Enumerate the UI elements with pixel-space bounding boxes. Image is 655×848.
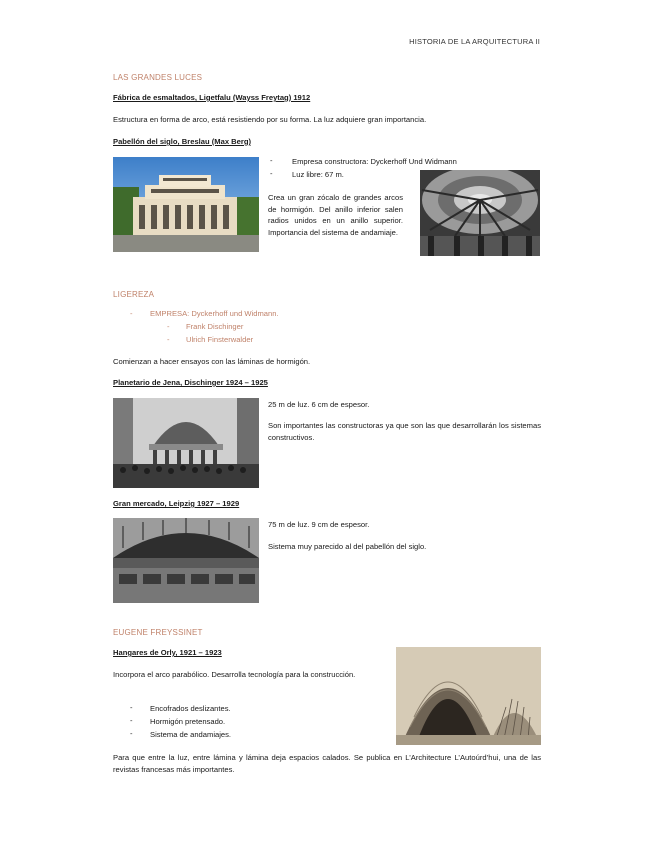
bullet-marker: -	[167, 335, 170, 344]
section-title-ligereza: LIGEREZA	[113, 290, 155, 299]
heading-fabrica: Fábrica de esmaltados, Ligetfalu (Wayss Freytag) 1912	[113, 93, 311, 102]
hangares-photo	[396, 647, 541, 745]
running-header: HISTORIA DE LA ARQUITECTURA II	[409, 37, 540, 46]
gran-mercado-photo	[113, 518, 259, 603]
bullet-marker: -	[130, 309, 133, 318]
bullet-marker: -	[130, 703, 133, 712]
bullet-andamiajes: Sistema de andamiajes.	[150, 730, 232, 739]
person-dischinger: Frank Dischinger	[186, 322, 244, 331]
bullet-hormigon: Hormigón pretensado.	[150, 717, 226, 726]
paragraph-pabellon: Crea un gran zócalo de grandes arcos de hormigón. Del anillo inferior salen radios unidos en un anillo superior. Importancia del sistema de andamiaje.	[268, 193, 403, 237]
bullet-marker: -	[167, 322, 170, 331]
heading-gran-mercado: Gran mercado, Leipzig 1927 – 1929	[113, 499, 240, 508]
pabellon-exterior-photo	[113, 157, 259, 252]
empresa-line: EMPRESA: Dyckerhoff und Widmann.	[150, 309, 279, 318]
bullet-empresa: Empresa constructora: Dyckerhoff Und Widmann	[292, 157, 457, 166]
bullet-marker: -	[270, 156, 273, 165]
bullet-marker: -	[130, 729, 133, 738]
paragraph-arco: Incorpora el arco parabólico. Desarrolla tecnología para la construcción.	[113, 670, 356, 679]
heading-hangares: Hangares de Orly, 1921 – 1923	[113, 648, 222, 657]
paragraph-publicacion: Para que entre la luz, entre lámina y lámina deja espacios calados. Se publica en L’Architecture L’Autoúrd’hui, una de las revistas francesas más importantes.	[113, 753, 541, 774]
heading-pabellon: Pabellón del siglo, Breslau (Max Berg)	[113, 137, 251, 146]
gran-mercado-specs: 75 m de luz. 9 cm de espesor.	[268, 520, 370, 529]
person-finsterwalder: Ulrich Finsterwalder	[186, 335, 254, 344]
bullet-encofrados: Encofrados deslizantes.	[150, 704, 231, 713]
paragraph-fabrica: Estructura en forma de arco, está resistiendo por su forma. La luz adquiere gran importancia.	[113, 115, 427, 124]
bullet-luz: Luz libre: 67 m.	[292, 170, 344, 179]
paragraph-ensayos: Comienzan a hacer ensayos con las láminas de hormigón.	[113, 357, 311, 366]
planetario-photo	[113, 398, 259, 488]
bullet-marker: -	[130, 716, 133, 725]
section-title-freyssinet: EUGENE FREYSSINET	[113, 628, 203, 637]
bullet-marker: -	[270, 169, 273, 178]
pabellon-interior-photo	[420, 170, 540, 256]
paragraph-sistema: Sistema muy parecido al del pabellón del siglo.	[268, 542, 427, 551]
paragraph-constructoras: Son importantes las constructoras ya que son las que desarrollarán los sistemas constructivos.	[268, 421, 541, 442]
planetario-specs: 25 m de luz. 6 cm de espesor.	[268, 400, 370, 409]
heading-planetario: Planetario de Jena, Dischinger 1924 – 1925	[113, 378, 268, 387]
section-title-grandes-luces: LAS GRANDES LUCES	[113, 73, 203, 82]
